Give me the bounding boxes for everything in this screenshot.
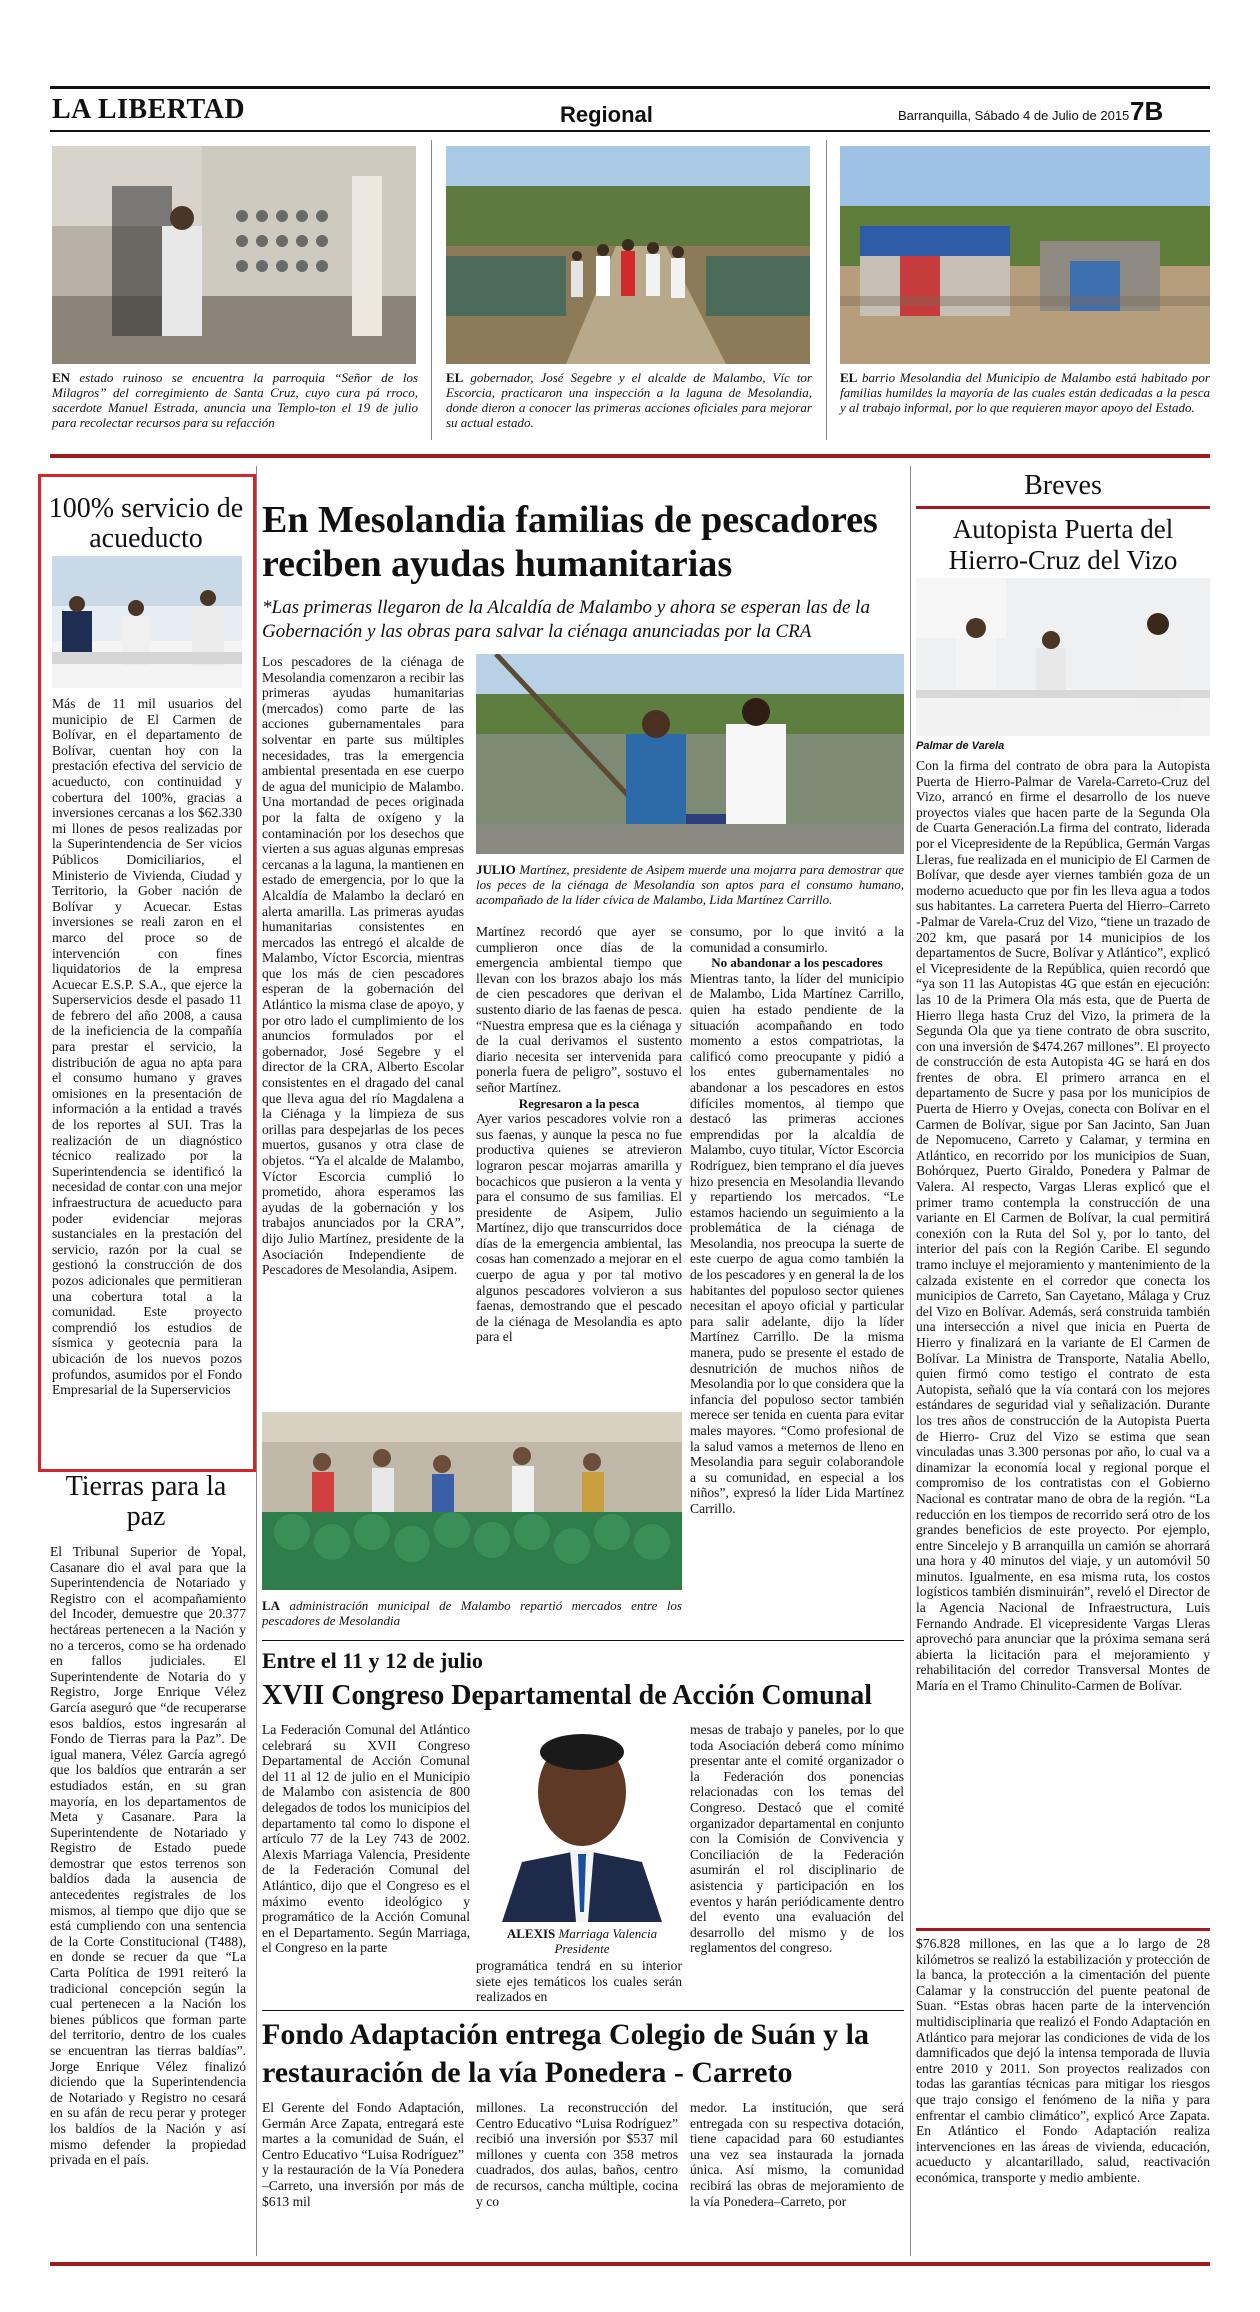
congreso-col3: mesas de trabajo y paneles, por lo que toda Asociación deberá como mínimo presentar ante el comité organizador o la Federación dos ponencias relacionadas con los temas del Congreso. Destacó que el comité organizador departamental en conjunto con la Comisión de Convivencia y Conciliación de la Federación asumirán el rol disciplinario de asistencia y participación en los eventos y harán periódicamente dentro del evento una evaluación del desarrollo del mismo y de los reglamentos del congreso.: [690, 1722, 904, 1956]
congreso-kicker: Entre el 11 y 12 de julio: [262, 1648, 483, 1673]
breves-rule-2: [916, 1928, 1210, 1931]
caption-inspection: EL gobernador, José Segebre y el alcalde de Malambo, Víc tor Escorcia, practicaron una inspección a la laguna de Mesolandia, donde dieron a conocer las primeras acciones oficiales para mejorar su actual estado.: [446, 370, 812, 430]
masthead-title: LA LIBERTAD: [52, 94, 246, 125]
divider: [910, 466, 911, 2256]
acueducto-body: Más de 11 mil usuarios del municipio de El Carmen de Bolívar, en el departamento de Bolívar, cuentan hoy con la prestación efectiva del servicio de acueducto, con continuidad y cobertura del 100%, gracias a inversiones cercanas a los $62.330 mi llones de pesos realizadas por la Superintendencia de Ser vicios Públicos Domiciliarios, el Ministerio de Vivienda, Ciudad y Territorio, la Gober nación de Bolívar y Acuecar. Estas inversiones se reali zaron en el marco del proce so de intervención con fines liquidatorios de la empresa Acuecar E.S.P. S.A., que ejerce la Superservicios desde el pasado 11 de febrero del año 2008, a causa de la ineficiencia de la compañía para prestar el servicio, la distribución de agua no apta para el consumo humano y graves omisiones en la presentación de información a la entidad a través de los reportes al SUI. Tras la realización de un diagnóstico técnico realizado por la Superintendencia se identificó la necesidad de contar con una mejor infraestructura de acueducto para poder evidenciar mejoras sustanciales en la prestación del servicio, razón por la cual se gestionó la construcción de dos pozos adicionales que permitieran una cobertura total a la comunidad. Este proyecto comprendió los estudios de sísmica y geotecnia para la ubicación de los nuevos pozos profundos, asumidos por el Fondo Empresarial de la Superservicios: [52, 696, 242, 1398]
mesolandia-col3b: Mientras tanto, la líder del municipio de Malambo, Lida Martínez Carrillo, quien ha estado pendiente de la situación acompañando en todo momento a estos compatriotas, la calificó como preocupante y pidió a los entes gubernamentales no abandonar a los pescadores en estos difíciles momentos, al tiempo que destacó las primeras acciones emprendidas por la alcaldía de Malambo, cuyo titular, Víctor Escorcia Rodríguez, bien temprano el día jueves hizo presencia en Mesolandia llevando y repartiendo los mercados. “Le estamos haciendo un seguimiento a la problemática de la ciénaga de Mesolandia, nos preocupa la suerte de este cuerpo de agua como también la de los pescadores y en general la de los habitantes del populoso sector quienes necesitan el apoyo oficial y particular para salir adelante, dijo la líder Martínez Carrillo. De la misma manera, pudo se presente el estado de desnutrición de muchos niños de Mesolandia por lo que considera que la infancia del populoso sector también merece ser tenida en cuenta para evitar males mayores. “Como profesional de la salud vamos a meternos de lleno en Mesolandia para seguir colaborandole a su comunidad, en especial a los niños”, expresó la líder Lida Martínez Carrillo.: [690, 970, 904, 1516]
mesolandia-dek: *Las primeras llegaron de la Alcaldía de Malambo y ahora se esperan las de la Gobernación y las obras para salvar la ciénaga anunciadas por la CRA: [262, 597, 870, 642]
fondo-col1: El Gerente del Fondo Adaptación, Germán Arce Zapata, entregará este martes a la comunidad de Suán, el Centro Educativo “Luisa Rodríguez” y la restauración de la Vía Ponedera –Carreto, una inversión por más de $613 mil: [262, 2100, 464, 2209]
caption-alexis: ALEXIS Marriaga Valencia Presidente: [506, 1926, 658, 1956]
divider: [262, 2010, 904, 2011]
breves-body2: $76.828 millones, en las que a lo largo de 28 kilómetros se realizó la estabilización y protección de la banca, la protección a la cimentación del puente Calamar y la construcción del puente peatonal de Suan. “Estas obras hacen parte de la intervención multidisciplinaria que realizó el Fondo Adaptación en Atlántico para mejorar las condiciones de vida de los damnificados que dejó la intensa temporada de lluvia entre 2010 y 2011. Son proyectos realizados con todas las garantías técnicas para mitigar los riesgos que trajo consigo el fenómeno de la niña y para enfrentar el cambio climático”, explicó Arce Zapata. En Atlántico el Fondo Adaptación realiza intervenciones en las áreas de vivienda, educación, acueducto y alcantarillado, salud, reactivación económica, transporte y medio ambiente.: [916, 1936, 1210, 2185]
fondo-col2: millones. La reconstrucción del Centro Educativo “Luisa Rodríguez” recibió una inversión por $537 mil millones y cuenta con 358 metros cuadrados, dos aulas, baños, centro de recursos, cancha múltiple, cocina y co: [476, 2100, 678, 2209]
subhead-pesca: Regresaron a la pesca: [518, 1095, 640, 1111]
mesolandia-col2b: Ayer varios pescadores volvie ron a sus faenas, y aunque la pesca no fue productiva quienes se atrevieron lograron pescar mojarras amarilla y bocachicos que pusieron a la venta y para el consumo de sus familias. El presidente de Asipem, Julio Martínez, dijo que transcurridos doce días de la emergencia ambiental, las cosas han comenzado a mejorar en el cuerpo de agua y por tal motivo algunos pescadores volvieron a sus faenas, demostrando que el pescado de la ciénaga de Mesolandia es apto para el: [476, 1111, 682, 1345]
acueducto-title: 100% servicio de acueducto: [48, 493, 244, 554]
bottom-rule: [50, 2262, 1210, 2266]
tierras-body: El Tribunal Superior de Yopal, Casanare dio el aval para que la Superintendencia de Notariado y Registro con el acompañamiento del Incoder, demuestre que 20.377 hectáreas pertenecen a la Nación y no a terceros, como se ha ordenado en fallos judiciales. El Superintendente de Notaria do y Registro, Jorge Enrique Vélez García aseguró que “de recuperarse esos baldíos, estos ingresarán al Fondo de Tierras para la Paz”. De igual manera, Vélez García agregó que los baldíos que entrarán a ser estudiados están, en su gran mayoría, en los departamentos de Meta y Casanare. Para la Superintendente de Notariado y Registro de Estado puede demostrar que estos terrenos son baldíos dada la ausencia de antecedentes registrales de los mismos, al tiempo que dijo que se está cumpliendo con una sentencia de la Corte Constitucional (T488), en donde se recuer da que “La Carta Política de 1991 reiteró la tradicional concepción según la cual pertenecen a la Nación los bienes públicos que forman parte del territorio, dentro de los cuales se encuentran las tierras baldías”. Jorge Enrique Vélez finalizó diciendo que la Superintendencia de Notariado y Registro no cesará en su afán de recu perar y proteger los baldíos de la Nación y así mismo defender la propiedad privada en el país.: [50, 1544, 246, 2168]
mesolandia-col2a: Martínez recordó que ayer se cumplieron once días de la emergencia ambiental tiempo que llevan con los brazos abajo los más de cien pescadores que derivan el sustento diario de las faenas de pesca. “Nuestra empresa que es la ciénaga y de la cual derivamos el sustento diario necesita ser intervenida para ponerla fuera de peligro”, sostuvo el señor Martínez.: [476, 924, 682, 1095]
breves-rule: [916, 506, 1210, 509]
photo-inspection: [446, 146, 810, 364]
caption-church: EN estado ruinoso se encuentra la parroquia “Señor de los Milagros” del corregimiento de Santa Cruz, cuyo cura pá rroco, sacerdote Manuel Estrada, anuncia una Templo-ton el 19 de julio para recolectar recursos para su refacción: [52, 370, 418, 430]
tierras-title: Tierras para la paz: [65, 1471, 227, 1532]
congreso-col2: programática tendrá en su interior siete ejes temáticos los cuales serán realizados en: [476, 1958, 682, 2005]
fondo-col3: medor. La institución, que será entregada con su respectiva dotación, tiene capacidad para 60 estudiantes una vez sea instaurada la jornada única. Así mismo, la comunidad recibirá las obras de mejoramiento de la vía Ponedera–Carreto, por: [690, 2100, 904, 2209]
page-number: 7B: [1130, 96, 1164, 126]
photo-church: [52, 146, 416, 364]
congreso-col1: La Federación Comunal del Atlántico celebrará su XVII Congreso Departamental de Acción Comunal del 11 al 12 de julio en el Municipio de Malambo con asistencia de 800 delegados de todos los municipios del departamento tal como lo dispone el artículo 77 de la Ley 743 de 2002. Alexis Marriaga Valencia, Presidente de la Federación Comunal del Atlántico, dijo que el Congreso es el máximo evento ideológico y programático de la Acción Comunal en el Departamento. Según Marriaga, el Congreso en la parte: [262, 1722, 470, 1956]
breves-headline: Autopista Puerta del Hierro-Cruz del Vizo: [948, 514, 1178, 575]
photo-acueducto: [52, 556, 242, 688]
mesolandia-col2: [476, 924, 682, 1345]
caption-fishermen: JULIO Martínez, presidente de Asipem muerde una mojarra para demostrar que los peces de la ciénaga de Mesolandia son aptos para el consumo humano, acompañado de la líder cívica de Malambo, Lida Martínez Carrillo.: [476, 862, 904, 907]
mesolandia-headline: En Mesolandia familias de pescadores reciben ayudas humanitarias: [262, 499, 878, 585]
mesolandia-col3: [690, 924, 904, 1517]
fondo-headline: Fondo Adaptación entrega Colegio de Suán y la restauración de la vía Ponedera - Carreto: [262, 2018, 870, 2089]
photo-barrio: [840, 146, 1210, 364]
breves-label: Breves: [1024, 470, 1102, 501]
top-rule: [50, 86, 1210, 89]
divider: [256, 466, 257, 2256]
divider: [826, 140, 827, 440]
section-rule: [50, 454, 1210, 458]
dateline: Barranquilla, Sábado 4 de Julio de 2015: [898, 108, 1130, 123]
masthead-underline: [50, 130, 1210, 132]
photo-palmar: [916, 578, 1210, 736]
section-name: Regional: [560, 102, 653, 127]
breves-body1: Con la firma del contrato de obra para la Autopista Puerta de Hierro-Palmar de Varela-Carreto-Cruz del Vizo, arrancó en firme el desarrollo de los nueve proyectos viales que hacen parte de la Segunda Ola de Cuarta Generación.La firma del contrato, liderada por el Vicepresidente de la República, Germán Vargas Lleras, fue realizada en el municipio de El Carmen de Bolívar, que desde ayer viernes también goza de un moderno acueducto que por fin les lleva agua a todos sus habitantes. La carretera Puerta del Hierro–Carreto -Palmar de Varela-Cruz del Vizo, “tiene un trazado de 202 km, que pasará por 14 municipios de los departamentos de Sucre, Bolívar y Atlántico”, explicó el Vicepresidente de la República, quien recordó que “ya son 11 las Autopistas 4G que están en ejecución: las 10 de la Primera Ola más esta, que de Puerta de Hierro llega hasta Cruz del Vizo, la primera de la Segunda Ola que ya tiene contrato de obra suscrito, con una inversión de $474.267 millones”. El proyecto de construcción de esta Autopista 4G se hará en dos frentes de obra. El primero arranca en el departamento de Sucre y pasa por los municipios de Puerta de Hierro y Ovejas, conecta con Bolívar en el Carmen de Bolívar, sigue por San Jacinto, San Juan de Nepomuceno, Carreto y Calamar, y termina en Atlántico, en recorrido por los municipios de Suan, Bohórquez, Puerto Giraldo, Ponedera y Palmar de Valera. Al respecto, Vargas Lleras explicó que el primer tramo contempla la construcción de una variante en El Carmen de Bolívar, la cual permitirá conexión con la Ruta del Sol y, por lo tanto, del interior del país con la Región Caribe. El segundo tramo incluye el mejoramiento y mantenimiento de la calzada existente en el corredor que conecta los municipios de Carreto, San Cayetano, Málaga y Cruz del Vizo en Bolívar. Además, será construida también una intersección a nivel que inicia en Puerta de Hierro y finalizará en la variante de El Carmen de Bolívar. La Ministra de Transporte, Natalia Abello, quien firmó como testigo el contrato de esta Autopista, señaló que la vía contará con los mejores estándares de seguridad vial y señalización. Durante los tres años de construcción de la Autopista Puerta de Hierro- Cruz del Vizo se estima que sean vinculadas unas 3.300 personas por año, lo cual va a dinamizar la economía local y regional porque el compromiso de los contratistas con el Gobierno Nacional es contratar mano de obra de la región. “La reducción en los tiempos de recorrido será otro de los grandes beneficios de este proyecto. Por ejemplo, entre Sincelejo y B arranquilla un camión se ahorrará una hora y 40 minutos del viaje, y un automóvil 50 minutos. Igualmente, en esa misma ruta, los costos logísticos también disminuirán”, reveló el Director de la Agencia Nacional de Infraestructura, Luis Fernando Andrade. El vicepresidente Vargas Lleras aprovechó para anunciar que la próxima semana será abierta la licitación para el mejoramiento y rehabilitación del corredor Transversal Montes de María en el Tramo Chinulito-Carmen de Bolívar.: [916, 758, 1210, 1694]
subhead-abandonar: No abandonar a los pescadores: [711, 955, 883, 971]
photo-mercados: [262, 1412, 682, 1590]
photo-fishermen: [476, 654, 904, 854]
divider: [262, 1640, 904, 1641]
caption-barrio: EL barrio Mesolandia del Municipio de Malambo está habitado por familias humildes la mayoría de las cuales están dedicadas a la pesca y al trabajo informal, por lo que requieren mayor apoyo del Estado.: [840, 370, 1210, 415]
congreso-headline: XVII Congreso Departamental de Acción Comunal: [262, 1680, 873, 1711]
mesolandia-col1: Los pescadores de la ciénaga de Mesolandia comenzaron a recibir las primeras ayudas humanitarias (mercados) como parte de las acciones gubernamentales para solventar en parte sus múltiples necesidades, tras la emergencia ambiental presentada en ese cuerpo de agua del municipio de Malambo. Una mortandad de peces originada por la falta de oxígeno y la contaminación por los desechos que vierten a sus aguas algunas empresas cercanas a la laguna, la mantienen en estado de emergencia, por lo que la Alcaldía de Malambo la declaró en alerta amarilla. Las primeras ayudas humanitarias consistentes en mercados las entregó el alcalde de Malambo, Víctor Escorcia, mientras que los más de cien pescadores esperan de la gobernación del Atlántico la misma clase de apoyo, y por otro lado el cumplimiento de los anuncios formulados por el gobernador, José Segebre y el director de la CRA, Alberto Escolar consistentes en el dragado del canal que lleva agua del río Magdalena a la Ciénaga y la limpieza de sus orillas para despejarlas de los peces muertos, gusanos y otra clase de objetos. “Ya el alcalde de Malambo, Víctor Escorcia cumplió lo prometido, ahora esperamos las ayudas de la gobernación y los trabajos anunciados por la CRA”, dijo Julio Martínez, presidente de la Asociación Independiente de Pescadores de Mesolandia, Asipem.: [262, 654, 464, 1278]
divider: [431, 140, 432, 440]
photo-alexis: [482, 1722, 682, 1922]
mesolandia-col3a: consumo, por lo que invitó a la comunidad a consumirlo.: [690, 924, 904, 955]
caption-mercados: LA administración municipal de Malambo repartió mercados entre los pescadores de Mesolandia: [262, 1598, 682, 1628]
breves-photo-caption: Palmar de Varela: [916, 740, 1005, 752]
